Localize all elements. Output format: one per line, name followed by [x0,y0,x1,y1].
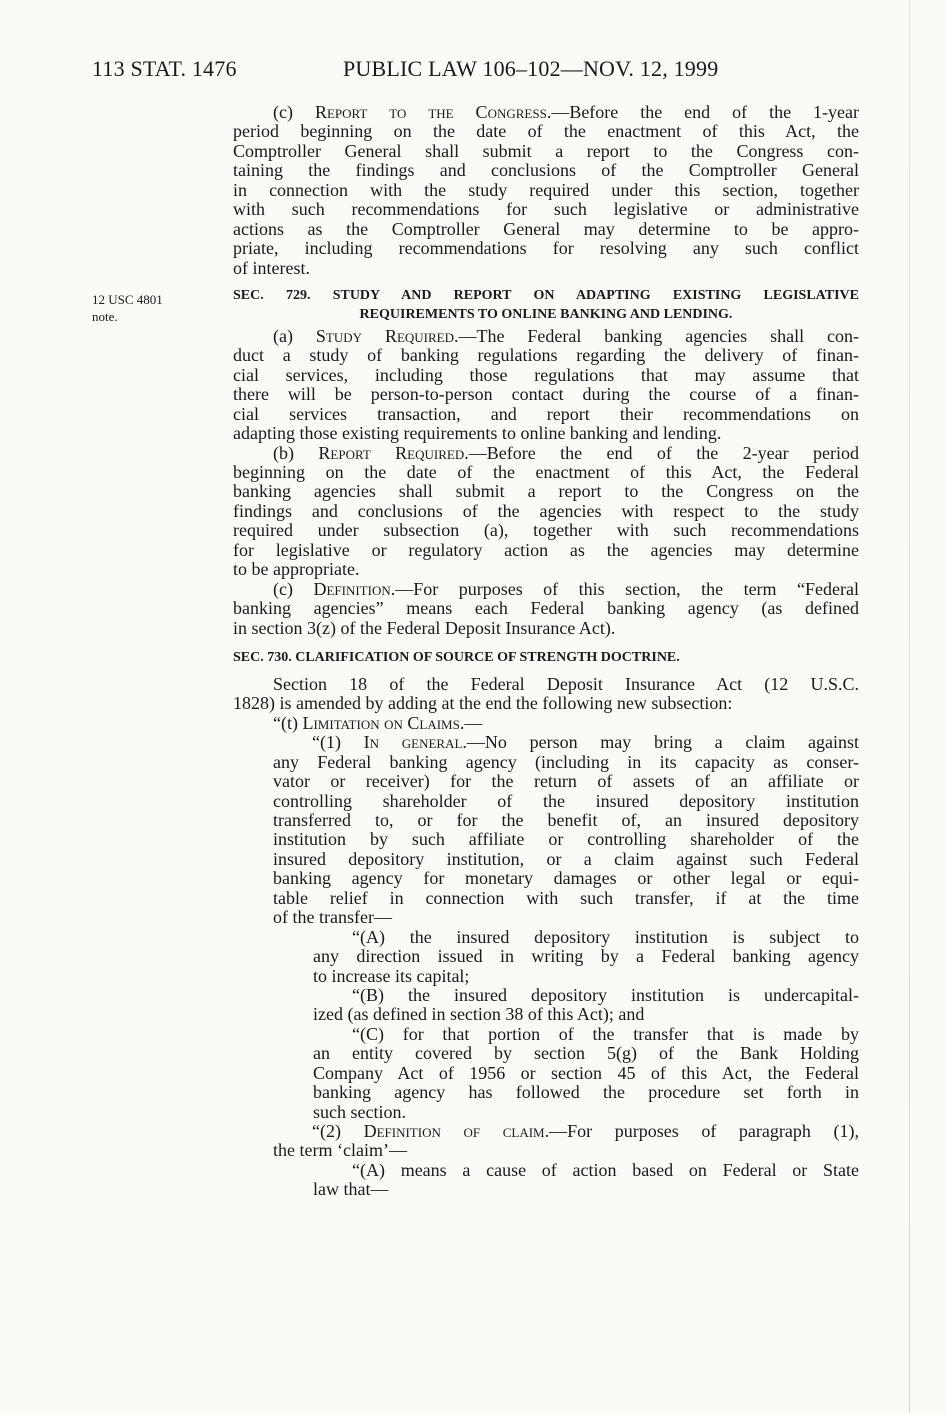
paragraph-line: in section 3(z) of the Federal Deposit Insurance Act). [233,617,616,638]
paragraph-line: to increase its capital; [313,965,470,986]
paragraph-heading: Study Required [315,325,454,346]
paragraph-line: “(C) for that portion of the transfer that is made by [352,1023,859,1044]
paragraph-section-730 [233,675,859,714]
paragraph-heading: Definition [313,578,391,599]
section-heading-line: REQUIREMENTS TO ONLINE BANKING AND LENDING. [359,306,733,322]
paragraph-line: controlling shareholder of the insured depository institution [273,790,859,811]
paragraph-line: banking agencies” means each Federal banking agency (as defined [233,598,859,619]
paragraph-line: banking agencies shall submit a report to the Congress on the [233,481,859,502]
paragraph-line: such section. [313,1101,406,1122]
paragraph-line: (c) Definition.—For purposes of this section, the term “Federal [273,578,859,599]
paragraph-line: banking agency has followed the procedure set forth in [313,1082,859,1103]
paragraph-line: Company Act of 1956 or section 45 of this Act, the Federal [313,1062,859,1083]
paragraph-line: law that— [313,1179,389,1200]
paragraph-line: (b) Report Required.—Before the end of the 2-year period [273,442,859,463]
paragraph-line: an entity covered by section 5(g) of the Bank Holding [313,1043,859,1064]
paragraph-report-to-congress [233,103,859,278]
paragraph-line: for legislative or regulatory action as the agencies may determine [233,539,859,560]
paragraph-definition [233,580,859,638]
paragraph-line: with such recommendations for such legislative or administrative [233,199,859,220]
paragraph-line: “(B) the insured depository institution is undercapital- [352,984,859,1005]
section-heading-line: SEC. 729. STUDY AND REPORT ON ADAPTING EXISTING LEGISLATIVE [233,287,859,303]
paragraph-line: beginning on the date of the enactment of this Act, the Federal [233,462,859,482]
paragraph-line: duct a study of banking regulations regarding the delivery of finan- [233,345,859,366]
paragraph-line: period beginning on the date of the enactment of this Act, the [233,121,859,142]
paragraph-line: (a) Study Required.—The Federal banking agencies shall con- [273,325,859,346]
document-body [233,103,859,1200]
paragraph-line: institution by such affiliate or controlling shareholder of the [273,829,859,850]
paragraph-line: cial services transaction, and report their recommendations on [233,403,859,424]
paragraph-line: in connection with the study required under this section, together [233,179,859,200]
paragraph-line: vator or receiver) for the return of assets of an affiliate or [273,771,859,792]
paragraph-line: “(2) Definition of claim.—For purposes of paragraph (1), [312,1121,859,1141]
paragraph-heading: Report to the Congress [314,102,547,122]
paragraph-line: “(A) the insured depository institution is subject to [352,926,859,947]
paragraph-line: “(1) In general.—No person may bring a claim against [312,732,859,753]
clause-A [233,928,859,986]
paragraph-line: adapting those existing requirements to online banking and lending. [233,423,722,444]
statute-page-citation: 113 STAT. 1476 [92,56,237,81]
paragraph-line: Comptroller General shall submit a report to the Congress con- [233,140,859,161]
paragraph-line: (c) Report to the Congress.—Before the end of the 1-year [273,102,859,122]
paragraph-heading: Report Required [318,442,465,463]
paragraph-heading: Definition of claim [363,1121,545,1141]
paragraph-line: priate, including recommendations for resolving any such conflict [233,238,859,259]
section-heading-line: SEC. 730. CLARIFICATION OF SOURCE OF STRENGTH DOCTRINE. [233,649,680,665]
paragraph-line: table relief in connection with such transfer, if at the time [273,887,859,908]
clause-C [233,1025,859,1122]
subsection-t-heading: “(t) Limitation on Claims.— [273,712,483,733]
paragraph-line: the term ‘claim’— [273,1140,407,1161]
paragraph-heading: Limitation on Claims [302,712,460,733]
paragraph-line: any direction issued in writing by a Federal banking agency [313,946,859,967]
paragraph-report-required [233,444,859,580]
margin-note-line: note. [92,309,118,324]
clause-B [233,986,859,1025]
paragraph-definition-of-claim [233,1122,859,1161]
paragraph-line: required under subsection (a), together with such recommendations [233,520,859,541]
paragraph-line: there will be person-to-person contact during the course of a finan- [233,384,859,405]
paragraph-in-general [233,733,859,927]
paragraph-line: actions as the Comptroller General may determine to be appro- [233,218,859,239]
section-729-heading [233,286,859,324]
paragraph-study-required [233,327,859,444]
paragraph-line: any Federal banking agency (including in its capacity as conser- [273,751,859,772]
paragraph-line: transferred to, or for the benefit of, an insured depository [273,810,859,830]
paragraph-line: of interest. [233,257,310,278]
paragraph-line: 1828) is amended by adding at the end the following new subsection: [233,693,733,714]
running-head-title: PUBLIC LAW 106–102—NOV. 12, 1999 [343,56,719,81]
paragraph-line: Section 18 of the Federal Deposit Insurance Act (12 U.S.C. [273,673,859,694]
section-730-heading [233,648,859,667]
paragraph-heading: In general [363,732,463,753]
margin-note-line: 12 USC 4801 [92,292,163,307]
paragraph-line: “(A) means a cause of action based on Federal or State [352,1159,859,1180]
paragraph-line: ized (as defined in section 38 of this Act); and [313,1004,645,1025]
clause-2A [233,1161,859,1200]
margin-note [92,291,163,325]
paragraph-line: cial services, including those regulations that may assume that [233,364,859,385]
paragraph-line: findings and conclusions of the agencies with respect to the study [233,500,859,521]
paragraph-line: insured depository institution, or a claim against such Federal [273,848,859,869]
page-edge [909,0,910,1413]
paragraph-line: of the transfer— [273,907,392,928]
paragraph-line: banking agency for monetary damages or other legal or equi- [273,868,859,889]
paragraph-line: to be appropriate. [233,559,360,580]
paragraph-line: taining the findings and conclusions of the Comptroller General [233,160,859,181]
